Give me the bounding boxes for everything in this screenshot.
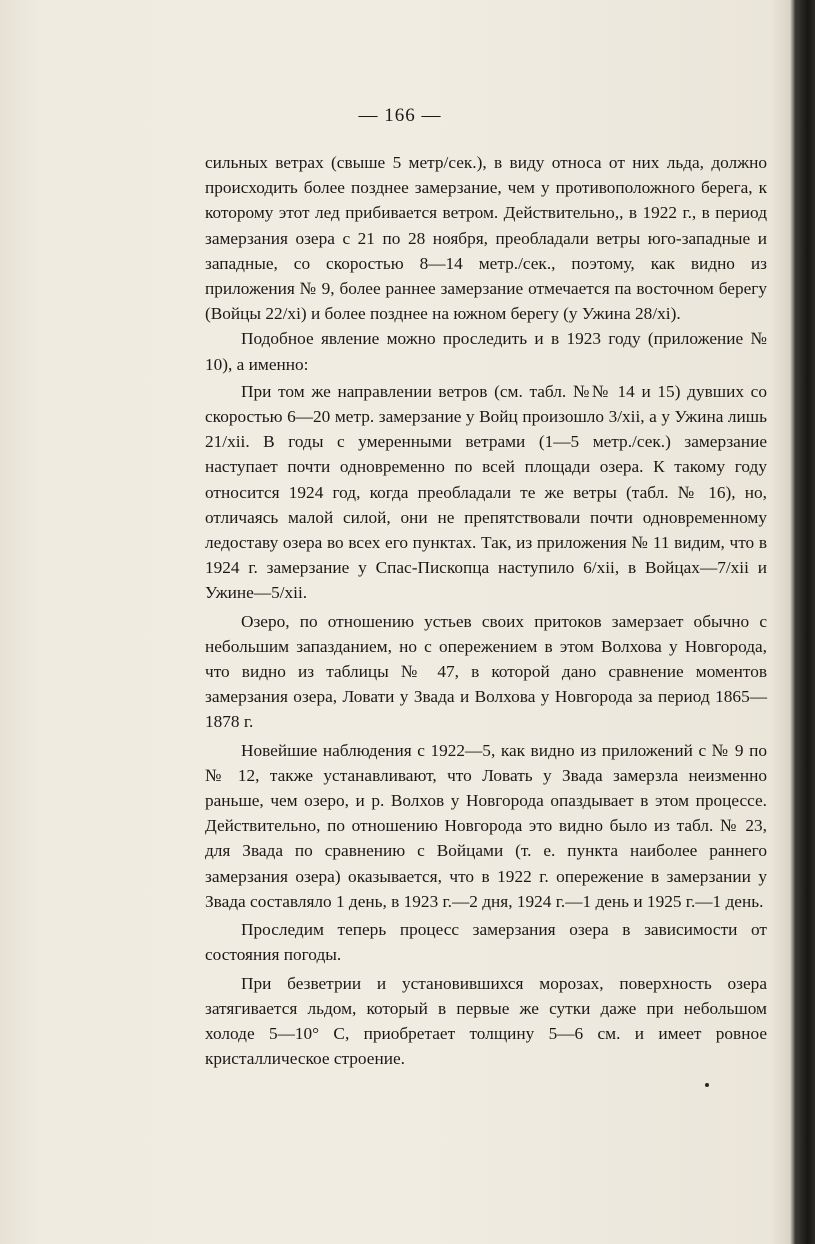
ink-speck (705, 1083, 709, 1087)
paragraph-3: При том же направлении ветров (см. табл. №№ 14 и 15) дувших со скоростью 6—20 метр. замерзание у Войц произошло 3/xii, а у Ужина лишь 21/xii. В годы с умеренными ветрами (1—5 метр./сек.) замерзание наступает почти одновременно по всей площади озера. К такому году относится 1924 год, когда преобладали те же ветры (табл. № 16), но, отличаясь малой силой, они не препятствовали почти одновременному ледоставу озера во всех его пунктах. Так, из приложения № 11 видим, что в 1924 г. замерзание у Спас-Пископца наступило 6/xii, в Войцах—7/xii и Ужине—5/xii. (205, 381, 767, 603)
paragraph-1: сильных ветрах (свыше 5 метр/сек.), в виду относа от них льда, должно происходить более позднее замерзание, чем у противоположного берега, к которому этот лед прибивается ветром. Действительно,, в 1922 г., в период замерзания озера с 21 по 28 ноября, преобладали ветры юго-западные и западные, со скоростью 8—14 метр./сек., поэтому, как видно из приложения № 9, более раннее замерзание отмечается па восточном берегу (Войцы 22/xi) и более позднее на южном берегу (у Ужина 28/xi). (205, 153, 767, 324)
book-binding-edge (796, 0, 815, 1244)
paragraph-5: Новейшие наблюдения с 1922—5, как видно из приложений с № 9 по № 12, также устанавливают, что Ловать у Звада замерзла неизменно раньше, чем озеро, и р. Волхов у Новгорода опаздывает в этом процессе. Действительно, по отношению Новгорода это видно было из табл. № 23, для Звада по сравнению с Войцами (т. е. пункта наиболее раннего замерзания озера) оказывается, что в 1922 г. опережение в замерзании у Звада составляло 1 день, в 1923 г.—2 дня, 1924 г.—1 день и 1925 г.—1 день. (205, 740, 767, 911)
paragraph-6: Проследим теперь процесс замерзания озера в зависимости от состояния погоды. (205, 920, 767, 965)
paragraph-4: Озеро, по отношению устьев своих притоков замерзает обычно с небольшим запазданием, но с опережением в этом Волхова у Новгорода, что видно из таблицы № 47, в которой дано сравнение моментов замерзания озера, Ловати у Звада и Волхова у Новгорода за период 1865—1878 г. (205, 611, 767, 732)
paragraph-2: Подобное явление можно проследить и в 1923 году (приложение № 10), а именно: (205, 329, 767, 374)
paragraph-7: При безветрии и установившихся морозах, поверхность озера затягивается льдом, который в первые же сутки даже при небольшом холоде 5—10° С, приобретает толщину 5—6 см. и имеет ровное кристаллическое строение. (205, 973, 767, 1069)
body-text (205, 150, 767, 1071)
page-number: — 166 — (358, 105, 442, 126)
